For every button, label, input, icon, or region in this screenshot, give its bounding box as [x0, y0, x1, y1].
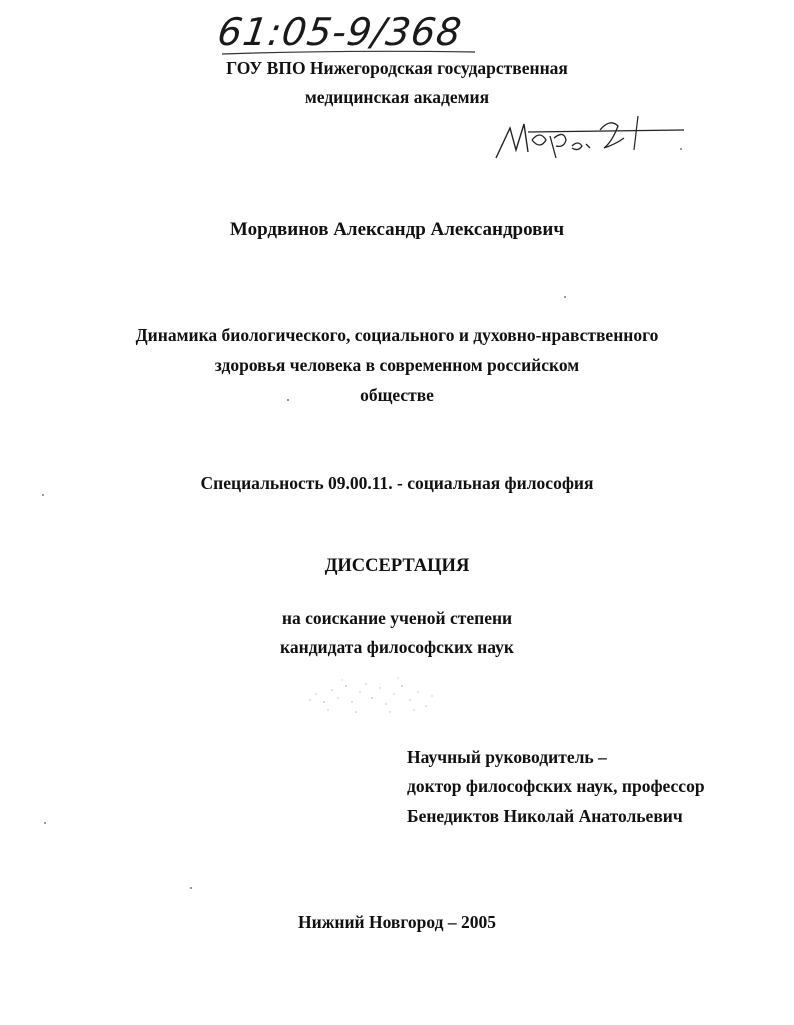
scan-speck: [44, 822, 46, 824]
thesis-title-line-1: Динамика биологического, социального и духовно-нравственного: [135, 325, 659, 345]
signature-icon: [488, 110, 688, 165]
document-type: ДИССЕРТАЦИЯ: [324, 556, 470, 576]
scan-speck: [680, 148, 682, 150]
supervisor-title: доктор философских наук, профессор: [407, 776, 705, 796]
scan-speck: [287, 399, 289, 401]
scan-speck: [190, 887, 192, 889]
institution-line-2: медицинская академия: [304, 87, 490, 107]
degree-line-1: на соискание ученой степени: [281, 608, 513, 628]
city-year: Нижний Новгород – 2005: [298, 912, 496, 932]
handwritten-catalog-number: 61:05-9/368: [214, 10, 465, 54]
scan-speck: [42, 494, 44, 496]
catalog-underline: [220, 48, 480, 58]
supervisor-label: Научный руководитель –: [407, 747, 607, 767]
specialty: Специальность 09.00.11. - социальная философия: [200, 473, 594, 493]
faint-stamp-mark: [302, 672, 442, 716]
author-name: Мордвинов Александр Александрович: [229, 219, 565, 240]
scan-speck: [564, 296, 566, 298]
supervisor-name: Бенедиктов Николай Анатольевич: [407, 806, 683, 826]
institution-line-1: ГОУ ВПО Нижегородская государственная: [226, 58, 568, 78]
signature-text: [488, 110, 491, 111]
thesis-title-line-2: здоровья человека в современном российском: [214, 355, 580, 375]
thesis-title-line-3: обществе: [360, 385, 434, 405]
degree-line-2: кандидата философских наук: [280, 637, 514, 657]
